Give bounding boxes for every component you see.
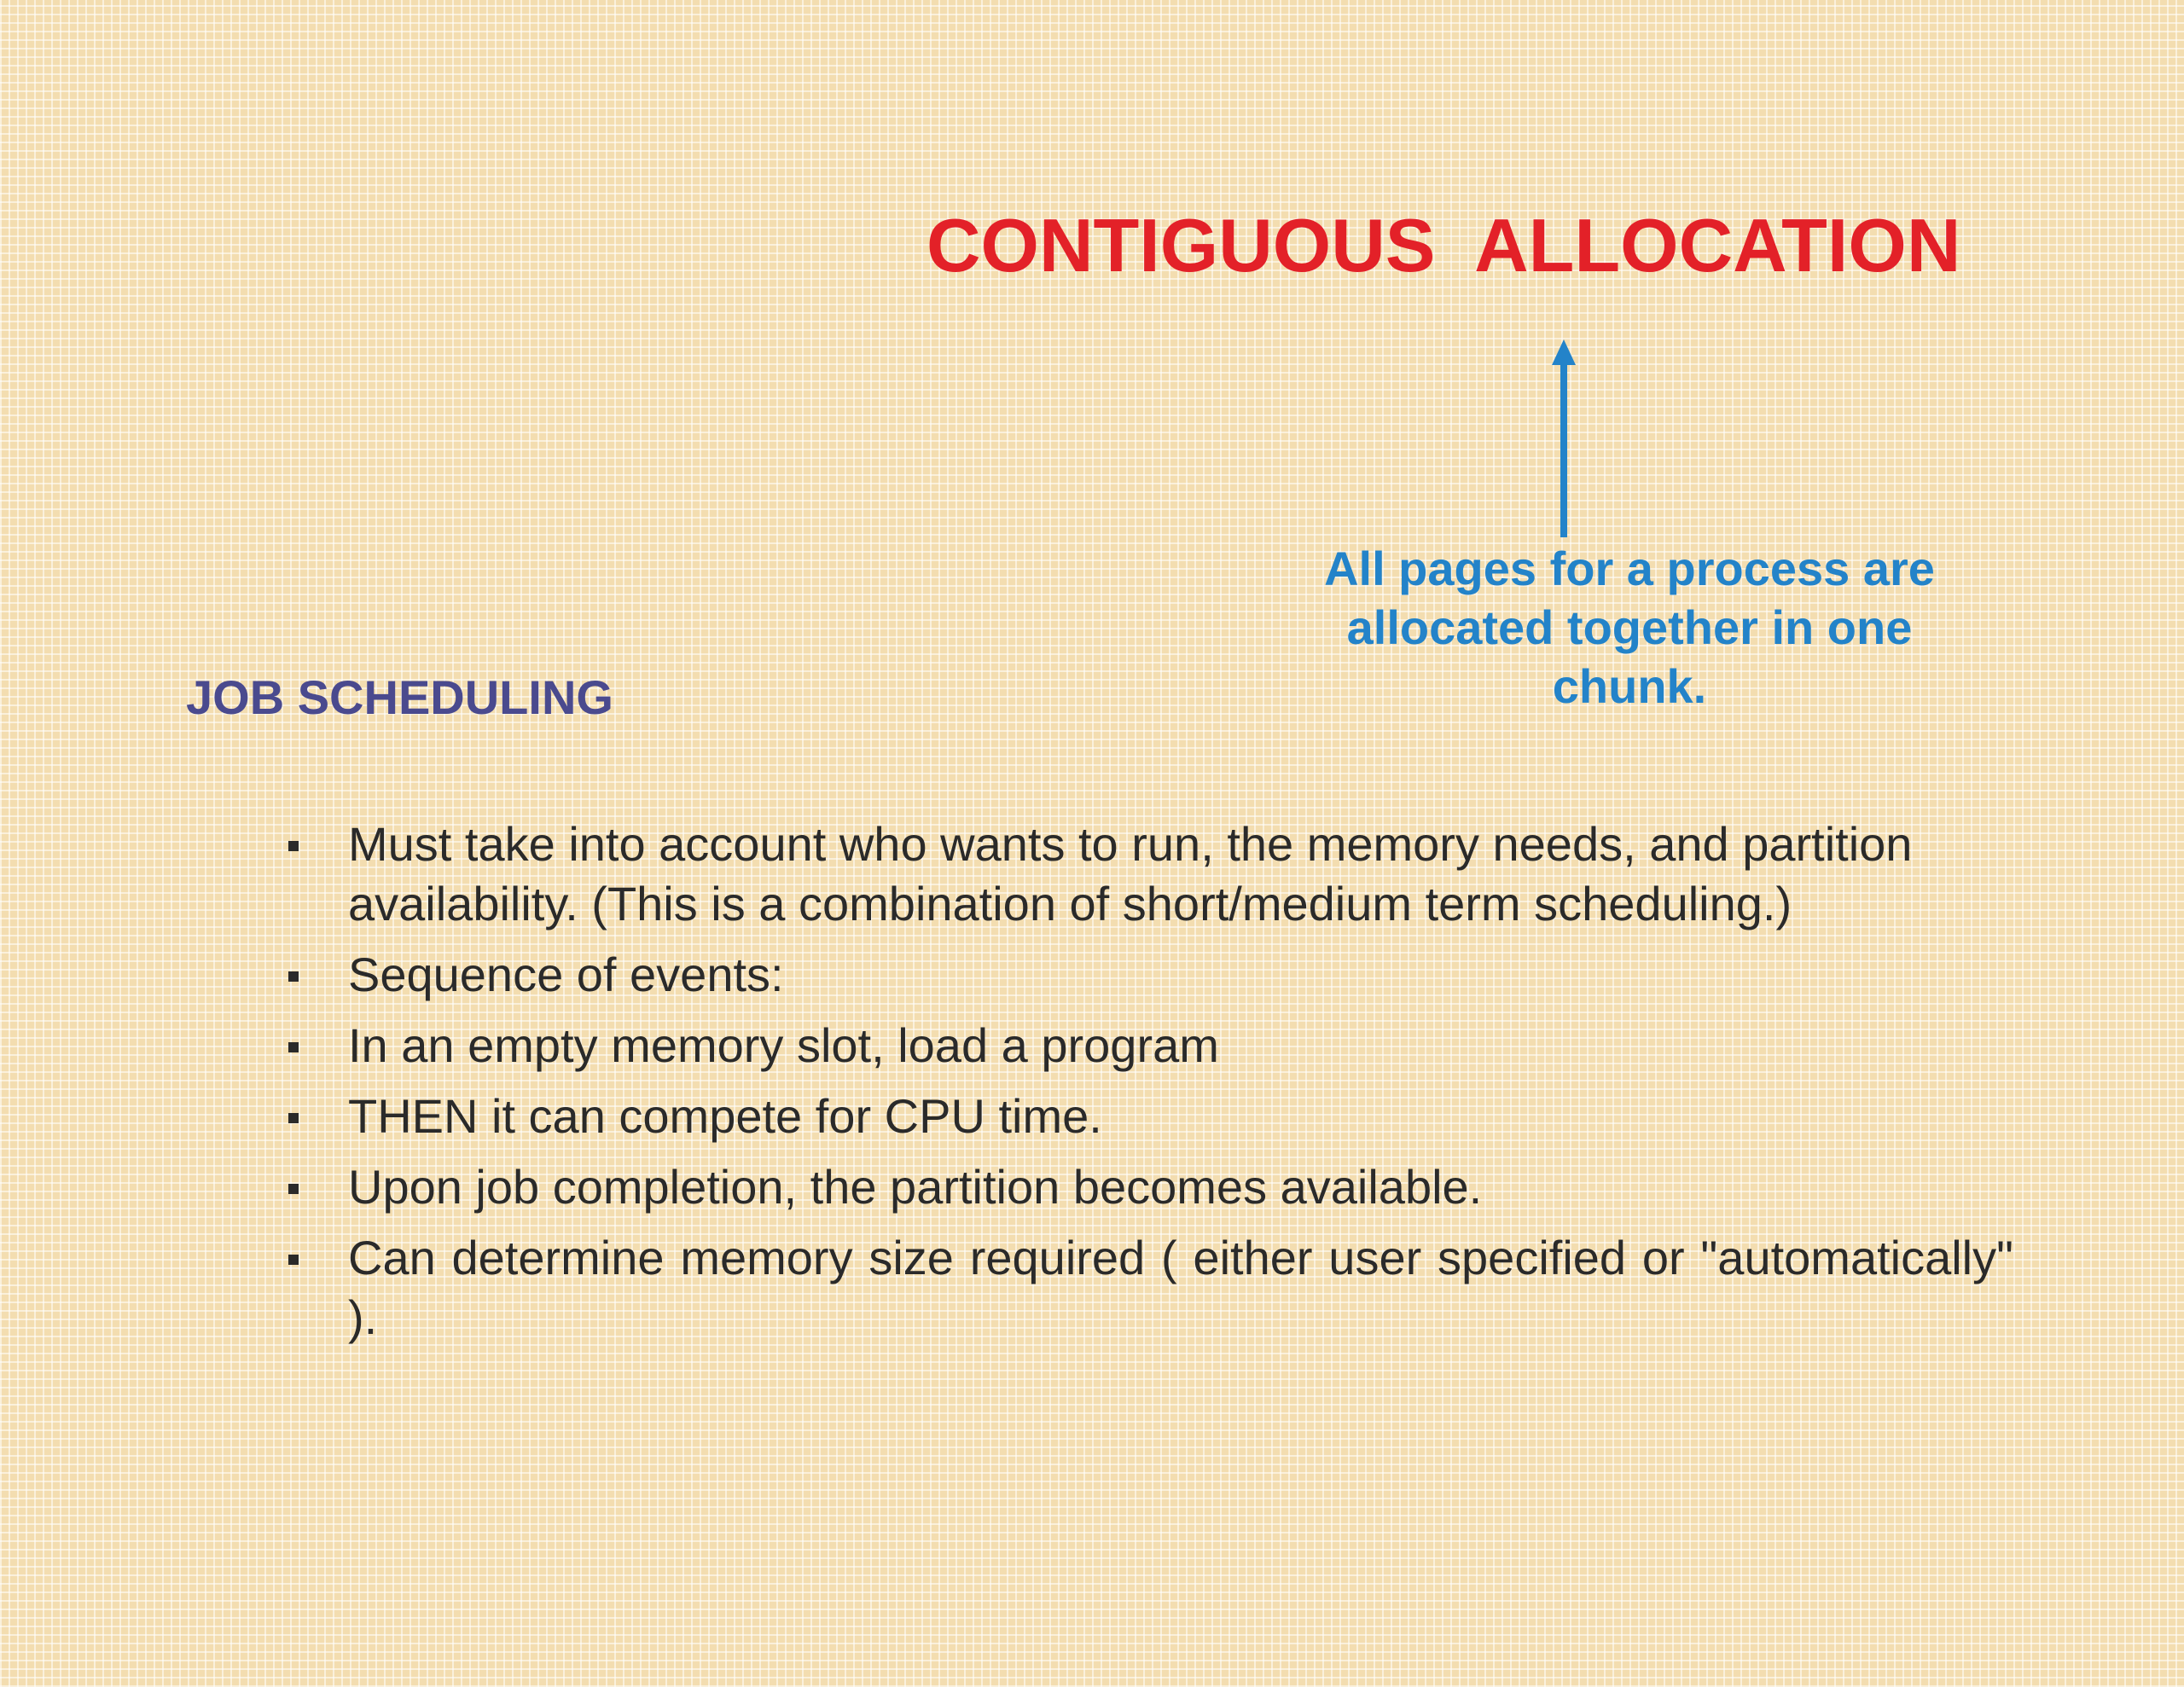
list-item [282, 1016, 2013, 1075]
list-item [282, 945, 2013, 1005]
list-item [282, 1087, 2013, 1146]
list-item [282, 1157, 2013, 1217]
square-bullet-icon [288, 1184, 299, 1194]
annotation-line: All pages for a process are [1324, 542, 1935, 595]
bullet-list [282, 815, 2013, 1359]
bullet-text: Sequence of events: [348, 948, 784, 1001]
bullet-text: Upon job completion, the partition becomes available. [348, 1160, 1483, 1214]
annotation-line: allocated together in one [1346, 600, 1913, 654]
bullet-text: Can determine memory size required ( either user specified or "automatically" ). [348, 1231, 2013, 1344]
annotation-callout [1263, 539, 1996, 716]
slide-title: CONTIGUOUS ALLOCATION [926, 203, 1961, 287]
list-item [282, 815, 2013, 934]
annotation-line: chunk. [1552, 659, 1707, 713]
square-bullet-icon [288, 841, 299, 851]
up-arrow-icon [1542, 339, 1585, 541]
bullet-text: In an empty memory slot, load a program [348, 1018, 1219, 1072]
square-bullet-icon [288, 1113, 299, 1123]
bullet-text: Must take into account who wants to run, the memory needs, and partition availability. (This is a combination of short/medium term scheduling.) [348, 817, 1913, 930]
square-bullet-icon [288, 1042, 299, 1052]
list-item [282, 1228, 2013, 1348]
square-bullet-icon [288, 1255, 299, 1265]
square-bullet-icon [288, 971, 299, 982]
section-heading: JOB SCHEDULING [186, 670, 613, 724]
bullet-text: THEN it can compete for CPU time. [348, 1089, 1102, 1143]
